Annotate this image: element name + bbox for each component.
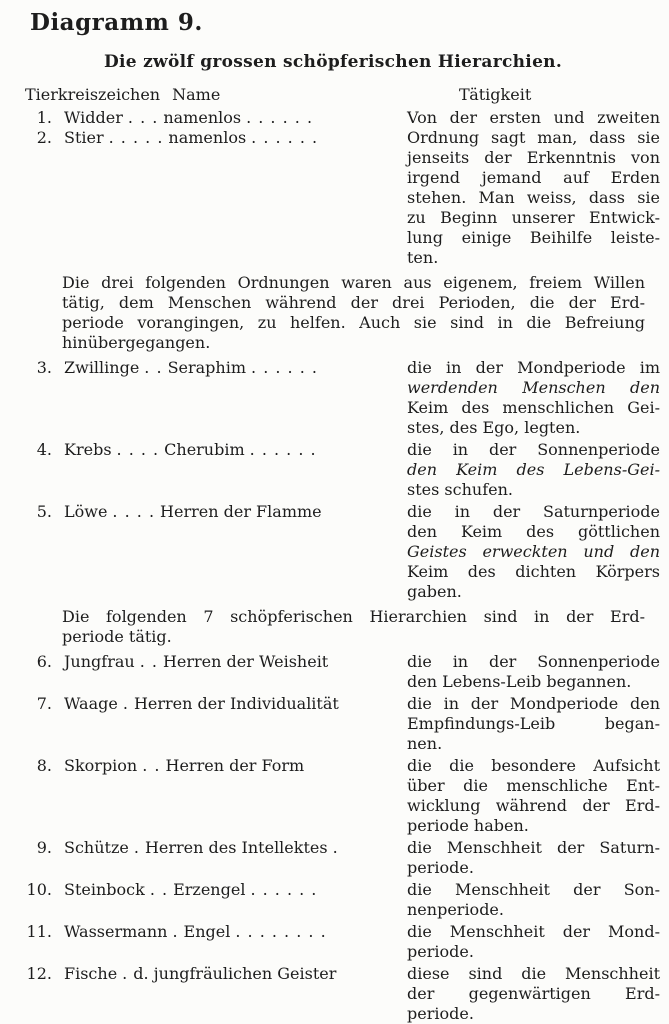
trailing-dots: . . . . . . — [250, 880, 318, 899]
trailing-dots: . . . . . . — [251, 358, 318, 377]
activity-line: zu Beginn unserer Entwick- — [407, 208, 660, 227]
row-activity-cell — [407, 108, 660, 268]
hierarchy-name: Herren der Flamme — [160, 502, 322, 521]
row-number: 7. — [36, 694, 52, 713]
row-left-cell — [25, 880, 407, 900]
activity-line: Keim des menschlichen Gei- — [407, 398, 660, 417]
leader-dots: . — [133, 838, 140, 857]
zodiac-sign: Steinbock — [64, 880, 145, 899]
hierarchy-name: namenlos — [163, 108, 242, 127]
paragraph-line: tätig, dem Menschen während der drei Perioden, die der Erd- — [62, 293, 645, 312]
table-row — [25, 440, 661, 500]
table-row — [25, 358, 661, 438]
zodiac-sign: Zwillinge — [64, 358, 140, 377]
activity-line: periode haben. — [407, 816, 529, 835]
row-number: 5. — [36, 502, 52, 521]
paragraph — [62, 273, 645, 353]
activity-line: diese sind die Menschheit — [407, 964, 660, 983]
activity-line: Geistes erweckten und den — [407, 542, 660, 561]
row-left-cell — [25, 838, 407, 858]
activity-line: Keim des dichten Körpers — [407, 562, 660, 581]
table-header — [25, 85, 661, 105]
zodiac-sign: Wassermann — [64, 922, 168, 941]
zodiac-sign: Waage — [64, 694, 118, 713]
leader-dots: . — [172, 922, 179, 941]
row-number: 8. — [36, 756, 52, 775]
row-activity-cell — [407, 756, 660, 836]
activity-line: nenperiode. — [407, 900, 504, 919]
leader-dots: . . — [139, 652, 158, 671]
row-activity-cell — [407, 880, 660, 920]
activity-line: den Keim des Lebens-Gei- — [407, 460, 660, 479]
column-header-zodiac: Tierkreiszeichen — [25, 85, 161, 104]
table-row — [25, 652, 661, 692]
paragraph-line: Die drei folgenden Ordnungen waren aus eigenem, freiem Willen — [62, 273, 645, 292]
trailing-dots: . — [332, 838, 339, 857]
table-header-right — [407, 85, 660, 105]
zodiac-entry — [25, 108, 407, 128]
hierarchy-name: Seraphim — [167, 358, 247, 377]
row-number: 10. — [26, 880, 52, 899]
row-left-cell — [25, 108, 407, 148]
zodiac-entry — [25, 838, 407, 858]
zodiac-entry — [25, 756, 407, 776]
hierarchy-name: Cherubim — [164, 440, 245, 459]
row-left-cell — [25, 694, 407, 714]
row-number: 4. — [36, 440, 52, 459]
activity-line: die in der Sonnenperiode — [407, 440, 660, 459]
activity-line: periode. — [407, 1004, 474, 1023]
column-header-activity: Tätigkeit — [459, 85, 532, 104]
activity-line: die Menschheit der Saturn- — [407, 838, 660, 857]
row-activity-cell — [407, 838, 660, 878]
activity-line: die die besondere Aufsicht — [407, 756, 660, 775]
row-left-cell — [25, 964, 407, 984]
row-activity-cell — [407, 440, 660, 500]
row-left-cell — [25, 502, 407, 522]
hierarchy-name: Herren der Individualität — [133, 694, 339, 713]
paragraph-line: hinübergegangen. — [62, 333, 211, 352]
zodiac-sign: Krebs — [64, 440, 112, 459]
row-activity-cell — [407, 502, 660, 602]
activity-line: periode. — [407, 858, 474, 877]
row-left-cell — [25, 922, 407, 942]
zodiac-entry — [25, 652, 407, 672]
activity-line: den Keim des göttlichen — [407, 522, 660, 541]
table-row — [25, 108, 661, 268]
leader-dots: . . . . — [116, 440, 160, 459]
hierarchy-name: Engel — [183, 922, 231, 941]
row-activity-cell — [407, 922, 660, 962]
trailing-dots: . . . . . . . . — [235, 922, 327, 941]
column-header-name: Name — [172, 85, 221, 104]
table-row — [25, 502, 661, 602]
trailing-dots: . . . . . . — [249, 440, 317, 459]
hierarchy-name: Erzengel — [173, 880, 246, 899]
row-number: 9. — [36, 838, 52, 857]
activity-line: stehen. Man weiss, dass sie — [407, 188, 660, 207]
activity-line: stes, des Ego, legten. — [407, 418, 581, 437]
row-number: 2. — [36, 128, 52, 147]
paragraph-line: Die folgenden 7 schöpferischen Hierarchien sind in der Erd- — [62, 607, 645, 626]
row-number: 3. — [36, 358, 52, 377]
activity-line: stes schufen. — [407, 480, 513, 499]
activity-line: über die menschliche Ent- — [407, 776, 660, 795]
hierarchy-name: namenlos — [168, 128, 247, 147]
hierarchy-name: d. jungfräulichen Geister — [133, 964, 337, 983]
row-left-cell — [25, 756, 407, 776]
activity-line: jenseits der Erkenntnis von — [407, 148, 660, 167]
hierarchy-name: Herren des Intellektes — [144, 838, 328, 857]
table-row — [25, 694, 661, 754]
document-subtitle: Die zwölf grossen schöpferischen Hierarchien. — [103, 52, 563, 72]
zodiac-entry — [25, 922, 407, 942]
row-number: 12. — [26, 964, 52, 983]
leader-dots: . . . . . — [108, 128, 164, 147]
zodiac-entry — [25, 964, 407, 984]
trailing-dots: . . . . . . — [251, 128, 319, 147]
activity-line: Von der ersten und zweiten — [407, 108, 660, 127]
hierarchy-name: Herren der Form — [165, 756, 305, 775]
activity-line: die in der Mondperiode den — [407, 694, 660, 713]
activity-line: die in der Sonnenperiode — [407, 652, 660, 671]
zodiac-sign: Jungfrau — [64, 652, 135, 671]
zodiac-sign: Stier — [64, 128, 104, 147]
zodiac-sign: Skorpion — [64, 756, 138, 775]
row-activity-cell — [407, 964, 660, 1024]
table-row — [25, 964, 661, 1024]
row-left-cell — [25, 652, 407, 672]
leader-dots: . . — [142, 756, 161, 775]
leader-dots: . — [122, 964, 129, 983]
zodiac-entry — [25, 128, 407, 148]
activity-line: die in der Saturnperiode — [407, 502, 660, 521]
zodiac-entry — [25, 880, 407, 900]
leader-dots: . . . . — [112, 502, 156, 521]
activity-line: der gegenwärtigen Erd- — [407, 984, 660, 1003]
zodiac-entry — [25, 440, 407, 460]
table-row — [25, 756, 661, 836]
activity-line: die Menschheit der Son- — [407, 880, 660, 899]
leader-dots: . . — [144, 358, 163, 377]
leader-dots: . . — [149, 880, 169, 899]
zodiac-entry — [25, 502, 407, 522]
zodiac-sign: Löwe — [64, 502, 108, 521]
zodiac-sign: Widder — [64, 108, 123, 127]
row-activity-cell — [407, 652, 660, 692]
activity-line: periode. — [407, 942, 474, 961]
paragraph-line: periode tätig. — [62, 627, 172, 646]
leader-dots: . . . — [127, 108, 159, 127]
table-row — [25, 922, 661, 962]
activity-line: nen. — [407, 734, 443, 753]
row-activity-cell — [407, 358, 660, 438]
row-number: 1. — [36, 108, 52, 127]
zodiac-entry — [25, 694, 407, 714]
row-activity-cell — [407, 694, 660, 754]
zodiac-sign: Fische — [64, 964, 118, 983]
zodiac-sign: Schütze — [64, 838, 129, 857]
activity-line: Empfindungs-Leib began- — [407, 714, 660, 733]
row-left-cell — [25, 358, 407, 378]
trailing-dots: . . . . . . — [246, 108, 314, 127]
activity-line: wicklung während der Erd- — [407, 796, 660, 815]
row-left-cell — [25, 440, 407, 460]
table-row — [25, 838, 661, 878]
activity-line: Ordnung sagt man, dass sie — [407, 128, 660, 147]
row-number: 11. — [26, 922, 52, 941]
activity-line: die in der Mondperiode im — [407, 358, 660, 377]
activity-line: irgend jemand auf Erden — [407, 168, 660, 187]
page-title: Diagramm 9. — [30, 9, 203, 36]
row-number: 6. — [36, 652, 52, 671]
leader-dots: . — [122, 694, 129, 713]
table-header-left — [25, 85, 407, 105]
activity-line: ten. — [407, 248, 439, 267]
paragraph — [62, 607, 645, 647]
hierarchy-name: Herren der Weisheit — [162, 652, 329, 671]
activity-line: gaben. — [407, 582, 462, 601]
table-body — [25, 108, 661, 1024]
table-row — [25, 880, 661, 920]
activity-line: die Menschheit der Mond- — [407, 922, 660, 941]
activity-line: den Lebens-Leib begannen. — [407, 672, 632, 691]
zodiac-entry — [25, 358, 407, 378]
activity-line: werdenden Menschen den — [407, 378, 660, 397]
paragraph-line: periode vorangingen, zu helfen. Auch sie sind in die Befreiung — [62, 313, 645, 332]
activity-line: lung einige Beihilfe leiste- — [407, 228, 660, 247]
